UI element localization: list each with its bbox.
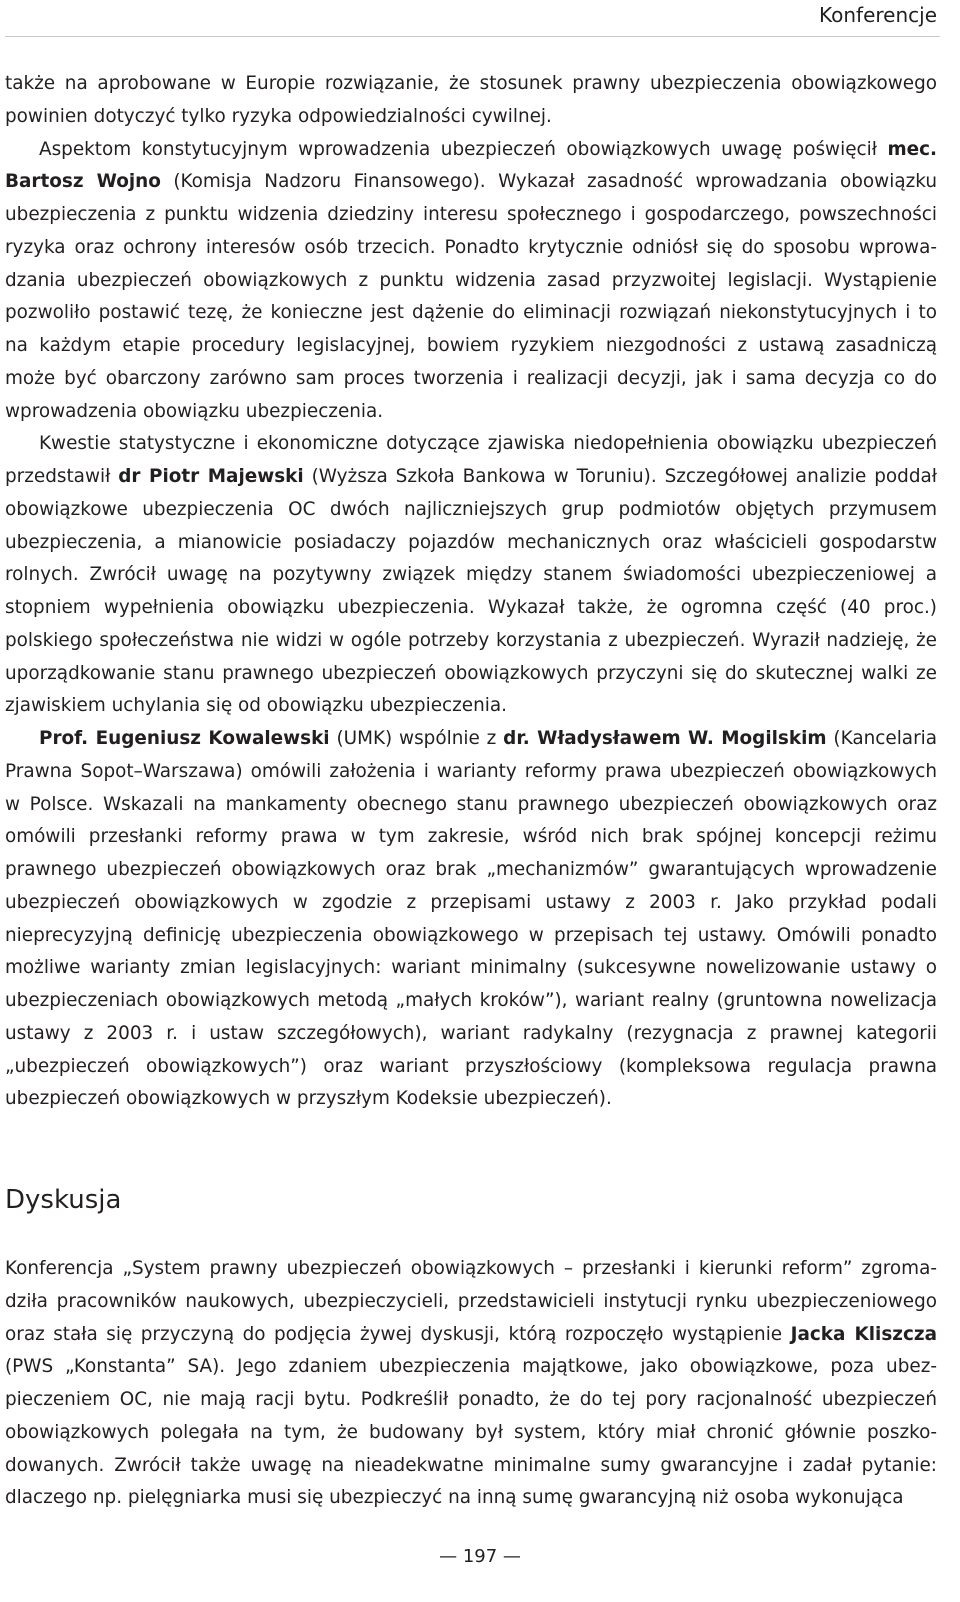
page-number: — 197 —	[439, 1546, 521, 1567]
person-name: Prof. Eugeniusz Kowalewski	[39, 728, 330, 749]
paragraph-text: także na aprobowane w Europie rozwiązanie, że stosunek prawny ubezpieczenia obowiązkowego powinien dotyczyć tylko ryzyka odpowiedzialności cywilnej.	[5, 73, 937, 127]
paragraph-text: Kwestie statystyczne i ekonomiczne dotyczące zjawiska niedopełnienia obowiązku ubezpieczeń przedstawił	[5, 433, 937, 487]
section-heading: Dyskusja	[5, 1185, 122, 1215]
running-header: Konferencje	[819, 3, 937, 27]
paragraph-text: (Wyższa Szkoła Bankowa w Toruniu). Szczegółowej analizie poddał obowiązkowe ubezpieczenia OC dwóch najliczniejszych grup podmiotów objętych przymusem ubezpieczenia, a mianowicie posiadaczy pojazdów mechanicznych oraz właścicieli gospodarstw rolnych. Zwrócił uwagę na pozytywny związek między stanem świadomości ubezpieczeniowej a stopniem wypełnienia obowiązku ubezpieczenia. Wykazał także, że ogromna część (40 proc.) polskiego społeczeństwa nie widzi w ogóle potrzeby korzystania z ubezpieczeń. Wyraził nadzieję, że uporządkowanie stanu prawnego ubezpieczeń obowiązkowych przyczyni się do skutecznej walki ze zjawiskiem uchylania się od obowiązku ubezpieczenia.	[5, 466, 937, 717]
paragraph-text: Aspektom konstytucyjnym wprowadzenia ubezpieczeń obowiązkowych uwagę poświęcił	[39, 138, 888, 160]
paragraph-p2	[5, 134, 937, 429]
person-name: dr Piotr Majewski	[118, 466, 304, 487]
header-divider	[5, 36, 940, 37]
section-body	[5, 1253, 937, 1515]
person-name: Jacka Kliszcza	[790, 1323, 937, 1345]
paragraph-s1	[5, 1253, 937, 1515]
article-body	[5, 68, 937, 1116]
paragraph-text: (Komisja Nadzoru Finansowego). Wykazał zasadność wprowadzania obowiązku ubezpieczenia z punktu widzenia dziedziny interesu społecznego i gospodarczego, powszechności ryzyka oraz ochrony interesów osób trzecich. Ponadto krytycznie odniósł się do sposobu wprowadzania ubezpieczeń obowiązkowych z punktu widzenia zasad przyzwoitej legislacji. Wystąpienie pozwoliło postawić tezę, że konieczne jest dążenie do eliminacji rozwiązań niekonstytucyjnych i to na każdym etapie procedury legislacyjnej, bowiem ryzykiem niezgodności z ustawą zasadniczą może być obarczony zarówno sam proces tworzenia i realizacji decyzji, jak i sama decyzja co do wprowadzenia obowiązku ubezpieczenia.	[5, 171, 937, 422]
paragraph-text: (Kancelaria Prawna Sopot–Warszawa) omówili założenia i warianty reformy prawa ubezpieczeń obowiązkowych w Polsce. Wskazali na mankamenty obecnego stanu prawnego ubezpieczeń obowiązkowych oraz omówili przesłanki reformy prawa w tym zakresie, wśród nich brak spójnej koncepcji reżimu prawnego ubezpieczeń obowiązkowych oraz brak „mechanizmów” gwarantujących wprowadzenie ubezpieczeń obowiązkowych w zgodzie z przepisami ustawy z 2003 r. Jako przykład podali nieprecyzyjną definicję ubezpieczenia obowiązkowego w przepisach tej ustawy. Omówili ponadto możliwe warianty zmian legislacyjnych: wariant minimalny (sukcesywne nowelizowanie ustawy o ubezpieczeniach obowiązkowych metodą „małych kroków”), wariant realny (gruntowna nowelizacja ustawy z 2003 r. i ustaw szczegółowych), wariant radykalny (rezygnacja z prawnej kategorii „ubezpieczeń obowiązkowych”) oraz wariant przyszłościowy (kompleksowa regulacja prawna ubezpieczeń obowiązkowych w przyszłym Kodeksie ubezpieczeń).	[5, 728, 938, 1110]
paragraph-p4	[5, 723, 937, 1116]
paragraph-text: Konferencja „System prawny ubezpieczeń obowiązkowych – przesłanki i kierunki reform” zgromadziła pracowników naukowych, ubezpieczycieli, przedstawicieli instytucji rynku ubezpieczeniowego oraz stała się przyczyną do podjęcia żywej dyskusji, którą rozpoczęło wystąpienie	[5, 1258, 937, 1345]
paragraph-text: (PWS „Konstanta” SA). Jego zdaniem ubezpieczenia majątkowe, jako obowiązkowe, poza ubezpieczeniem OC, nie mają racji bytu. Podkreślił ponadto, że do tej pory racjonalność ubezpieczeń obowiązkowych polegała na tym, że budowany był system, który miał chronić głównie poszkodowanych. Zwrócił także uwagę na nieadekwatne minimalne sumy gwarancyjne i zadał pytanie: dlaczego np. pielęgniarka musi się ubezpieczyć na inną sumę gwarancyjną niż osoba wykonująca	[5, 1356, 937, 1509]
person-name: mec. Bartosz Wojno	[5, 138, 937, 193]
person-name: dr. Władysławem W. Mogilskim	[503, 728, 827, 749]
paragraph-p3	[5, 428, 937, 723]
paragraph-p1	[5, 68, 937, 134]
paragraph-text: (UMK) wspólnie z	[329, 728, 504, 749]
